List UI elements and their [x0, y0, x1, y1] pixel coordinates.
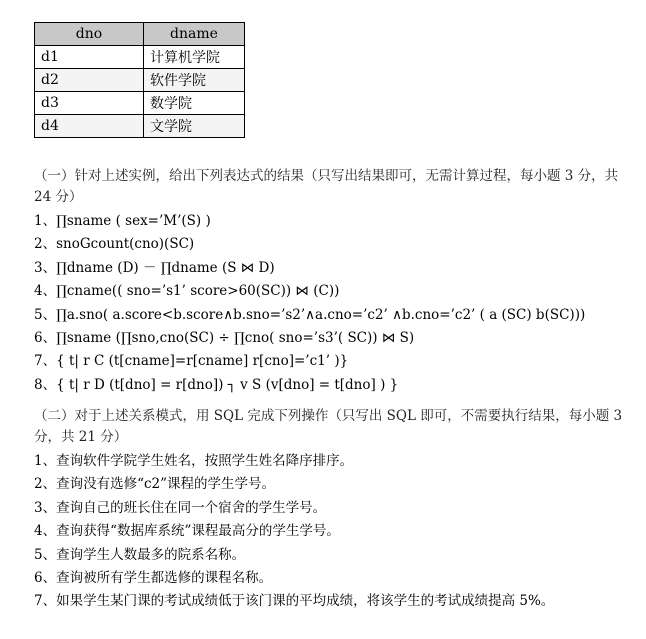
- item-text: 查询没有选修“c2”课程的学生学号。: [56, 476, 276, 493]
- item-text: ∏sname ( sex=’M’(S) ): [56, 213, 211, 229]
- list-item: [34, 520, 624, 543]
- table-cell: d1: [35, 46, 144, 69]
- table-cell: 计算机学院: [144, 46, 245, 69]
- item-text: ∏sname (∏sno,cno(SC) ÷ ∏cno( sno=’s3’( SC)) ⋈ S): [56, 330, 415, 347]
- list-item: [34, 473, 624, 496]
- item-text: { t| r D (t[dno] = r[dno]) ┐ v S (v[dno] = t[dno] ) }: [56, 376, 399, 393]
- table-cell: d3: [35, 92, 144, 115]
- item-number: 6、: [34, 330, 57, 347]
- item-number: 1、: [34, 213, 57, 229]
- list-item: [34, 374, 624, 397]
- table-cell: d4: [35, 115, 144, 138]
- table-header-row: [35, 23, 245, 46]
- list-item: [34, 590, 624, 613]
- item-text: snoGcount(cno)(SC): [56, 236, 195, 253]
- list-item: [34, 327, 624, 350]
- item-number: 2、: [34, 476, 57, 493]
- item-number: 3、: [34, 259, 57, 276]
- department-table: [34, 22, 245, 138]
- column-header-dno: dno: [35, 23, 144, 46]
- table-cell: 数学院: [144, 92, 245, 115]
- item-text: 查询获得“数据库系统”课程最高分的学生学号。: [56, 523, 340, 540]
- list-item: [34, 233, 624, 256]
- list-item: [34, 210, 624, 233]
- item-text: 查询软件学院学生姓名，按照学生姓名降序排序。: [56, 453, 354, 469]
- item-text: 查询学生人数最多的院系名称。: [56, 546, 246, 563]
- list-item: [34, 497, 624, 520]
- list-item: [34, 304, 624, 327]
- item-number: 7、: [34, 593, 57, 610]
- item-number: 4、: [34, 523, 57, 540]
- column-header-dname: dname: [144, 23, 245, 46]
- list-item: [34, 544, 624, 567]
- item-number: 7、: [34, 353, 57, 370]
- list-item: [34, 450, 624, 473]
- item-text: 查询自己的班长住在同一个宿舍的学生学号。: [56, 499, 327, 516]
- list-item: [34, 280, 624, 303]
- list-item: [34, 567, 624, 590]
- item-number: 6、: [34, 570, 57, 587]
- item-number: 4、: [34, 283, 57, 300]
- list-item: [34, 257, 624, 280]
- item-text: ∏cname(( sno=’s1’ score>60(SC)) ⋈ (C)): [56, 283, 340, 300]
- item-number: 1、: [34, 453, 57, 469]
- item-number: 5、: [34, 546, 57, 563]
- item-text: 查询被所有学生都选修的课程名称。: [56, 570, 273, 587]
- section-relational-algebra: [34, 166, 624, 397]
- section-sql: [34, 406, 624, 614]
- item-number: 2、: [34, 236, 57, 253]
- table-row: [35, 92, 245, 115]
- item-number: 8、: [34, 376, 57, 393]
- list-item: [34, 350, 624, 373]
- item-number: 3、: [34, 499, 57, 516]
- table-cell: 软件学院: [144, 69, 245, 92]
- table-cell: 文学院: [144, 115, 245, 138]
- table-row: [35, 115, 245, 138]
- item-text: ∏dname (D) － ∏dname (S ⋈ D): [56, 259, 275, 276]
- section-heading: （二）对于上述关系模式，用 SQL 完成下列操作（只写出 SQL 即可，不需要执行结果，每小题 3 分，共 21 分）: [34, 408, 623, 445]
- item-text: ∏a.sno( a.score<b.score∧b.sno=’s2’∧a.cno=’c2’ ∧b.cno=’c2’ ( a (SC) b(SC))): [56, 306, 586, 323]
- table-row: [35, 46, 245, 69]
- table-row: [35, 69, 245, 92]
- table-cell: d2: [35, 69, 144, 92]
- item-text: 如果学生某门课的考试成绩低于该门课的平均成绩，将该学生的考试成绩提高 5%。: [56, 593, 555, 610]
- item-text: { t| r C (t[cname]=r[cname] r[cno]=’c1’ )}: [56, 353, 349, 370]
- section-heading: （一）针对上述实例，给出下列表达式的结果（只写出结果即可，无需计算过程，每小题 3 分，共 24 分）: [34, 168, 619, 205]
- item-number: 5、: [34, 306, 57, 323]
